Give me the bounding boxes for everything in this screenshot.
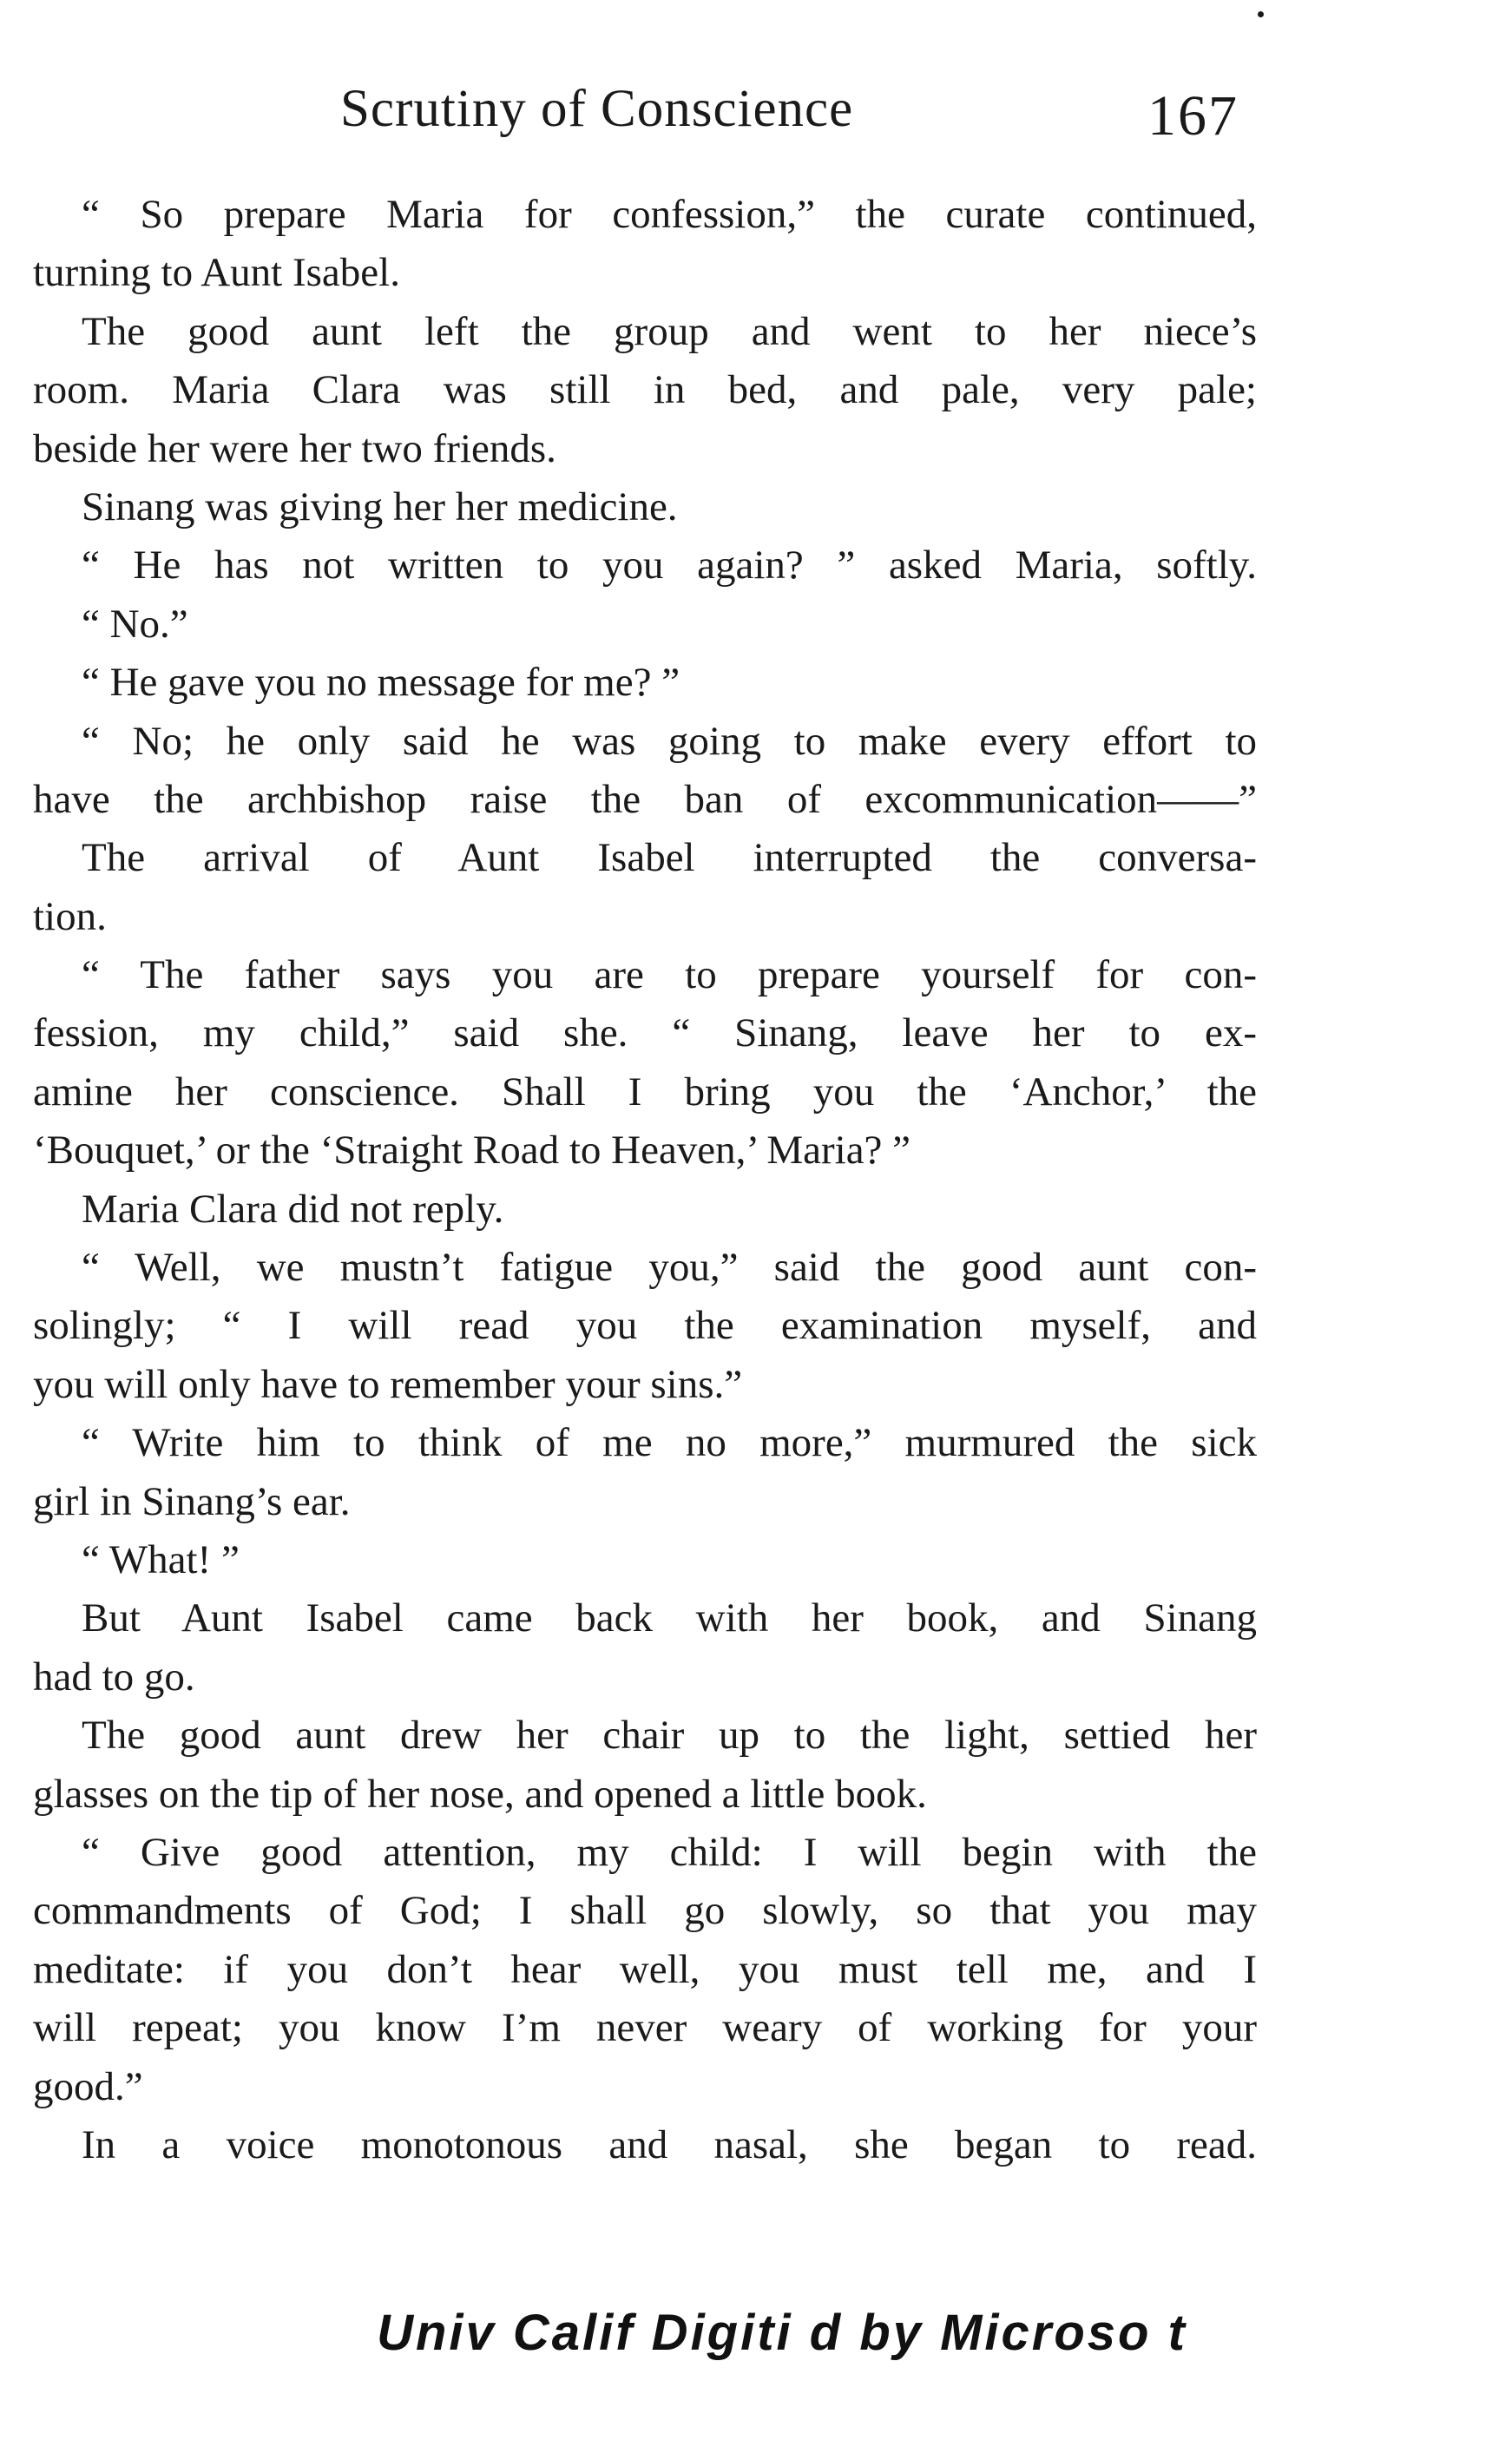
text-line: glasses on the tip of her nose, and opened a little book. [33, 1771, 927, 1817]
text-line: girl in Sinang’s ear. [33, 1478, 351, 1524]
text-line: “ The father says you are to prepare yourself for con- [82, 952, 1257, 998]
body-text [33, 186, 1257, 2174]
page-header [0, 75, 1512, 153]
text-line: meditate: if you don’t hear well, you must tell me, and I [33, 1946, 1257, 1992]
text-line: turning to Aunt Isabel. [33, 250, 400, 296]
text-line: solingly; “ I will read you the examination myself, and [33, 1303, 1257, 1349]
text-line: fession, my child,” said she. “ Sinang, leave her to ex- [33, 1010, 1257, 1056]
text-line: Maria Clara did not reply. [82, 1186, 504, 1232]
text-line: you will only have to remember your sins.” [33, 1361, 743, 1407]
text-line: “ So prepare Maria for confession,” the curate continued, [82, 192, 1257, 237]
text-line: “ Write him to think of me no more,” murmured the sick [82, 1420, 1257, 1466]
text-line: “ No; he only said he was going to make every effort to [82, 718, 1257, 764]
text-line: The good aunt left the group and went to her niece’s [82, 308, 1257, 354]
text-line: have the archbishop raise the ban of excommunication——” [33, 776, 1257, 822]
ink-speck [1258, 11, 1264, 17]
text-line: ‘Bouquet,’ or the ‘Straight Road to Heaven,’ Maria? ” [33, 1128, 911, 1174]
text-line: “ He gave you no message for me? ” [82, 660, 680, 706]
text-line: Sinang was giving her her medicine. [82, 483, 678, 529]
page-number: 167 [1147, 84, 1239, 148]
text-line: amine her conscience. Shall I bring you the ‘Anchor,’ the [33, 1069, 1257, 1115]
text-line: room. Maria Clara was still in bed, and pale, very pale; [33, 367, 1257, 413]
text-line: The arrival of Aunt Isabel interrupted the conversa- [82, 835, 1257, 881]
text-line: good.” [33, 2063, 143, 2109]
text-line: commandments of God; I shall go slowly, so that you may [33, 1888, 1257, 1934]
text-line: “ Give good attention, my child: I will begin with the [82, 1829, 1257, 1875]
text-line: beside her were her two friends. [33, 425, 556, 471]
text-line: had to go. [33, 1654, 195, 1700]
text-line: “ Well, we mustn’t fatigue you,” said the good aunt con- [82, 1245, 1257, 1291]
text-line: But Aunt Isabel came back with her book, and Sinang [82, 1595, 1257, 1641]
text-line: will repeat; you know I’m never weary of working for your [33, 2005, 1257, 2051]
text-line: “ He has not written to you again? ” asked Maria, softly. [82, 543, 1257, 589]
running-title: Scrutiny of Conscience [340, 80, 854, 138]
text-line: “ What! ” [82, 1536, 240, 1582]
text-line: tion. [33, 893, 107, 939]
text-line: “ No.” [82, 601, 188, 647]
text-line: The good aunt drew her chair up to the light, settied her [82, 1713, 1257, 1759]
text-line: In a voice monotonous and nasal, she began to read. [82, 2121, 1257, 2167]
digitization-watermark: Univ Calif Digiti d by Microso t [377, 2305, 1187, 2361]
